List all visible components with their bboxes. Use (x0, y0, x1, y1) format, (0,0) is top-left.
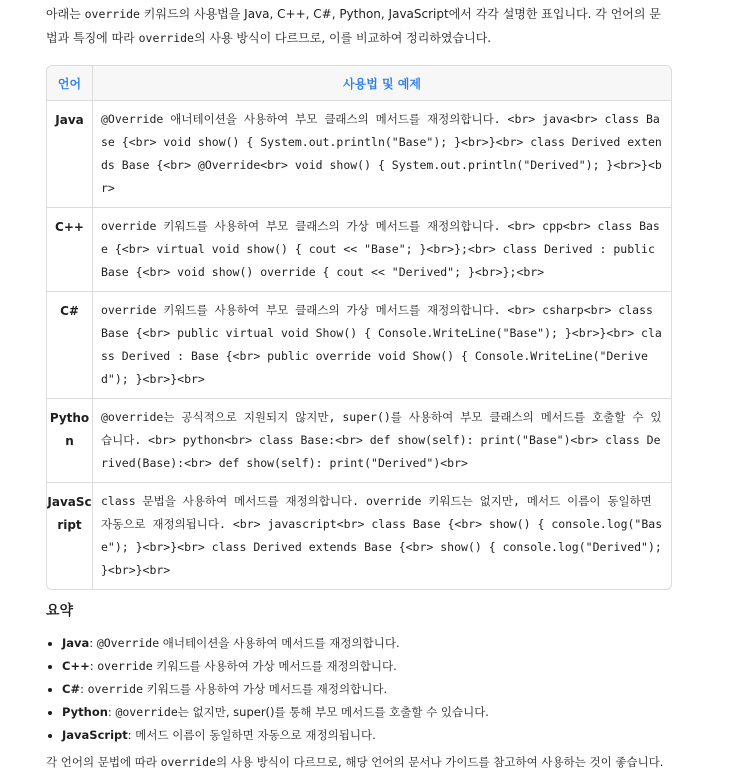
comparison-table (46, 65, 672, 590)
table-row (47, 483, 671, 590)
inline-code: override (138, 31, 194, 45)
summary-list (46, 632, 672, 747)
row-language: C++ (47, 208, 93, 292)
row-language: C# (47, 292, 93, 399)
list-item (62, 724, 672, 747)
inline-code: override (160, 755, 216, 769)
outro-paragraph (46, 750, 672, 774)
list-item (62, 632, 672, 655)
item-text: 는 없지만, super()를 통해 부모 메서드를 호출할 수 있습니다. (177, 705, 489, 719)
inline-code: override (87, 682, 143, 696)
header-language: 언어 (47, 66, 93, 101)
item-separator: : (107, 705, 116, 719)
row-description: override 키워드를 사용하여 부모 클래스의 가상 메서드를 재정의합니다. <br> csharp<br> class Base {<br> public virtual void Show() { Console.WriteLine("Base"); }<br>}<br> class Derived : Base {<br> public override void Show() { Console.WriteLine("Derived"); }<br>}<br> (93, 292, 672, 399)
table-row (47, 292, 671, 399)
item-text: 메서드 이름이 동일하면 자동으로 재정의됩니다. (135, 728, 376, 742)
intro-text: 아래는 (46, 7, 85, 21)
item-separator: : (89, 659, 98, 673)
table-row (47, 399, 671, 483)
item-language: Python (62, 705, 108, 719)
table-header-row (47, 66, 671, 101)
summary-heading: 요약 (46, 603, 74, 619)
item-text: 키워드를 사용하여 가상 메서드를 재정의합니다. (152, 659, 397, 673)
table-row (47, 101, 671, 208)
intro-text: 의 사용 방식이 다르므로, 이를 비교하여 정리하였습니다. (193, 31, 492, 45)
outro-text: 각 언어의 문법에 따라 (46, 755, 161, 769)
table-row (47, 208, 671, 292)
intro-text: 키워드의 사용법을 Java, C++, C#, Python, JavaScript에서 각각 설명한 표입니다. 각 언어의 문법과 특징에 따라 (46, 7, 661, 45)
row-language: Python (47, 399, 93, 483)
item-language: Java (62, 636, 90, 650)
item-text: 키워드를 사용하여 가상 메서드를 재정의합니다. (143, 682, 388, 696)
header-usage: 사용법 및 예제 (93, 66, 672, 101)
item-language: JavaScript (62, 728, 128, 742)
row-description: override 키워드를 사용하여 부모 클래스의 가상 메서드를 재정의합니다. <br> cpp<br> class Base {<br> virtual void show() { cout << "Base"; }<br>};<br> class Derived : public Base {<br> void show() override { cout << "Derived"; }<br>};<br> (93, 208, 672, 292)
outro-text: 의 사용 방식이 다르므로, 해당 언어의 문서나 가이드를 참고하여 사용하는 것이 좋습니다. (216, 755, 664, 769)
item-language: C++ (62, 659, 90, 673)
list-item (62, 701, 672, 724)
inline-code: @override (115, 705, 178, 719)
row-description: @override는 공식적으로 지원되지 않지만, super()를 사용하여 부모 클래스의 메서드를 호출할 수 있습니다. <br> python<br> class Base:<br> def show(self): print("Base")<br> class Derived(Base):<br> def show(self): print("Derived")<br> (93, 399, 672, 483)
item-separator: : (127, 728, 136, 742)
list-item (62, 655, 672, 678)
item-text: 애너테이션을 사용하여 메서드를 재정의합니다. (159, 636, 400, 650)
intro-paragraph (46, 0, 672, 50)
row-language: Java (47, 101, 93, 208)
item-language: C# (62, 682, 81, 696)
row-description: class 문법을 사용하여 메서드를 재정의합니다. override 키워드는 없지만, 메서드 이름이 동일하면 자동으로 재정의됩니다. <br> javascript<br> class Base {<br> show() { console.log("Base"); }<br>}<br> class Derived extends Base {<br> show() { console.log("Derived"); }<br>}<br> (101, 494, 663, 577)
row-language: JavaScript (47, 483, 93, 590)
row-description: @Override 애너테이션을 사용하여 부모 클래스의 메서드를 재정의합니다. <br> java<br> class Base {<br> void show() { System.out.println("Base"); }<br>}<br> class Derived extends Base {<br> @Override<br> void show() { System.out.println("Derived"); }<br>}<br> (93, 101, 672, 208)
item-separator: : (89, 636, 97, 650)
inline-code: @Override (96, 636, 160, 650)
inline-code: override (97, 659, 153, 673)
inline-code: override (84, 7, 140, 21)
list-item (62, 678, 672, 701)
item-separator: : (80, 682, 88, 696)
